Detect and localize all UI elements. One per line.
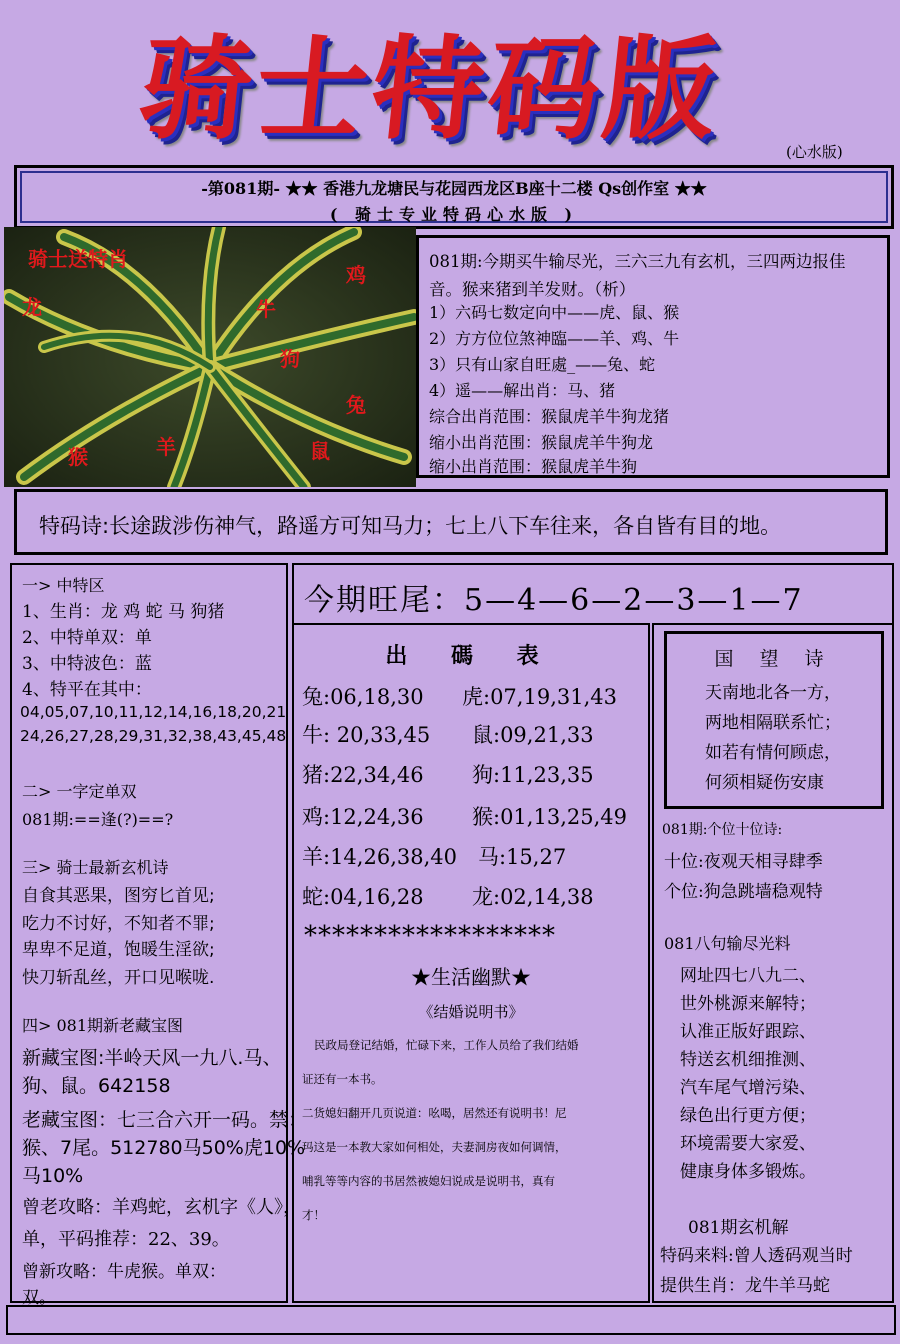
header-line-2: ( 骑士专业特码心水版 ) bbox=[329, 205, 579, 224]
guowang-line: 天南地北各一方， bbox=[705, 683, 841, 703]
strategy-line: 双。 bbox=[22, 1288, 56, 1308]
treasure-line: 猴、7尾。512780马50%虎10% bbox=[22, 1137, 306, 1159]
eight-line: 汽车尾气增污染、 bbox=[680, 1078, 816, 1098]
plant-label-dog: 狗 bbox=[280, 347, 300, 371]
story-title: 《结婚说明书》 bbox=[418, 1003, 524, 1021]
analysis-line: 2）方方位位煞神臨——羊、鸡、牛 bbox=[429, 329, 680, 348]
guowang-title: 国 望 诗 bbox=[714, 648, 834, 670]
analysis-line: 3）只有山家自旺處_——兔、蛇 bbox=[429, 355, 656, 374]
analysis-line: 缩小出肖范围：猴鼠虎羊牛狗 bbox=[429, 457, 638, 476]
analysis-box bbox=[416, 235, 890, 478]
section-1-item: 2、中特单双：单 bbox=[22, 628, 152, 648]
special-numbers-1: 04,05,07,10,11,12,14,16,18,20,21 bbox=[20, 703, 287, 721]
eight-line: 世外桃源来解特； bbox=[680, 994, 816, 1014]
section-1-item: 3、中特波色：蓝 bbox=[22, 654, 152, 674]
plant-label-monkey: 猴 bbox=[68, 445, 88, 469]
treasure-line: 新藏宝图:半岭天风一九八.马、 bbox=[22, 1047, 282, 1069]
number-table bbox=[292, 623, 650, 1303]
plant-image bbox=[4, 227, 416, 487]
section-1-item: 4、特平在其中： bbox=[22, 680, 152, 700]
guowang-line: 两地相隔联系忙； bbox=[705, 713, 841, 733]
zodiac-row: 鸡:12,24,36 bbox=[302, 805, 424, 829]
zodiac-row: 狗:11,23,35 bbox=[472, 763, 594, 787]
eight-line: 绿色出行更方便； bbox=[680, 1106, 816, 1126]
section-1-item: 1、生肖：龙 鸡 蛇 马 狗猪 bbox=[22, 602, 225, 622]
treasure-line: 老藏宝图：七三合六开一码。禁： bbox=[22, 1109, 308, 1131]
page-title: 骑士特码版 bbox=[133, 25, 727, 155]
bottom-bar bbox=[6, 1305, 896, 1335]
story-line: 证还有一本书。 bbox=[302, 1072, 383, 1086]
strategy-line: 曾新攻略：牛虎猴。单双： bbox=[22, 1262, 226, 1282]
lucky-tail-text: 今期旺尾：5—4—6—2—3—1—7 bbox=[304, 583, 804, 618]
section-4-title: 四> 081期新老藏宝图 bbox=[22, 1016, 184, 1035]
strategy-line: 单，平码推荐：22、39。 bbox=[22, 1229, 230, 1250]
zodiac-row: 猪:22,34,46 bbox=[302, 763, 424, 787]
story-line: 哺乳等等内容的书居然被媳妇说成是说明书，真有 bbox=[302, 1174, 555, 1188]
analysis-line: 缩小出肖范围：猴鼠虎羊牛狗龙 bbox=[429, 433, 654, 452]
eight-line: 网址四七八九二、 bbox=[680, 966, 816, 986]
zodiac-row: 牛: 20,33,45 bbox=[302, 723, 431, 747]
story-line: 才！ bbox=[302, 1208, 325, 1222]
edition-label: (心水版) bbox=[786, 143, 843, 161]
plant-label-goat: 羊 bbox=[156, 435, 176, 459]
lucky-tail-box bbox=[292, 563, 894, 623]
zodiac-row: 蛇:04,16,28 bbox=[302, 885, 424, 909]
header-line-1: -第081期- ★★ 香港九龙塘民与花园西龙区B座十二楼 Qs创作室 ★★ bbox=[201, 179, 707, 198]
riddle-line: 吃力不讨好，不知者不罪; bbox=[22, 914, 215, 934]
plant-label-dragon: 龙 bbox=[22, 295, 42, 319]
section-2-text: 081期:==逢(?)==? bbox=[22, 810, 174, 829]
eight-lines-title: 081八句输尽光料 bbox=[664, 934, 791, 953]
digit-poem-title: 081期:个位十位诗: bbox=[662, 822, 783, 838]
digit-poem-line: 十位:夜观天相寻肆季 bbox=[664, 852, 823, 872]
number-table-title: 出 碼 表 bbox=[385, 643, 557, 669]
analysis-line: 综合出肖范围：猴鼠虎羊牛狗龙猪 bbox=[429, 407, 670, 426]
stars-divider: ****************** bbox=[304, 921, 556, 951]
zodiac-row: 猴:01,13,25,49 bbox=[472, 805, 627, 829]
riddle-line: 自食其恶果，图穷匕首见; bbox=[22, 886, 215, 906]
plant-label-ox: 牛 bbox=[256, 297, 276, 321]
eight-line: 环境需要大家爱、 bbox=[680, 1134, 816, 1154]
story-line: 民政局登记结婚，忙碌下来，工作人员给了我们结婚 bbox=[314, 1038, 579, 1052]
story-line: 二货媳妇翻开几页说道：吆喝，居然还有说明书！尼 bbox=[302, 1106, 567, 1120]
xuanji-line: 提供生肖：龙牛羊马蛇 bbox=[660, 1276, 830, 1296]
treasure-line: 马10% bbox=[22, 1165, 84, 1187]
treasure-line: 狗、鼠。642158 bbox=[22, 1075, 171, 1097]
riddle-line: 卑卑不足道，饱暖生淫欲; bbox=[22, 940, 215, 960]
zodiac-row: 鼠:09,21,33 bbox=[472, 723, 594, 747]
strategy-line: 曾老攻略：羊鸡蛇，玄机字《人》， bbox=[22, 1197, 301, 1218]
xuanji-line: 特码来料:曾人透码观当时 bbox=[660, 1246, 853, 1266]
zodiac-row: 马:15,27 bbox=[478, 845, 567, 869]
digit-poem-line: 个位:狗急跳墙稳观特 bbox=[664, 882, 823, 902]
zodiac-row: 兔:06,18,30 bbox=[302, 685, 424, 709]
guowang-poem-box bbox=[664, 631, 884, 809]
poem-text: 特码诗:长途跋涉伤神气，路遥方可知马力；七上八下车往来，各自皆有目的地。 bbox=[39, 514, 782, 538]
xuanji-title: 081期玄机解 bbox=[688, 1218, 789, 1238]
plant-label-rooster: 鸡 bbox=[346, 263, 366, 287]
left-column bbox=[10, 563, 308, 1308]
zodiac-row: 羊:14,26,38,40 bbox=[302, 845, 457, 869]
section-2-title: 二> 一字定单双 bbox=[22, 782, 137, 801]
story-line: 玛这是一本教大家如何相处，夫妻洞房夜如何调情， bbox=[302, 1140, 567, 1154]
guowang-line: 如若有情何顾虑， bbox=[705, 743, 841, 763]
humor-title: ★生活幽默★ bbox=[411, 965, 531, 989]
section-1-title: 一> 中特区 bbox=[22, 576, 105, 595]
header-banner bbox=[14, 165, 894, 229]
right-column bbox=[652, 623, 894, 1303]
poem-box bbox=[14, 489, 888, 555]
section-3-title: 三> 骑士最新玄机诗 bbox=[22, 858, 169, 877]
zodiac-row: 虎:07,19,31,43 bbox=[462, 685, 617, 709]
eight-line: 特送玄机细推测、 bbox=[680, 1050, 816, 1070]
plant-label-rat: 鼠 bbox=[310, 439, 330, 463]
analysis-line: 1）六码七数定向中——虎、鼠、猴 bbox=[429, 303, 680, 322]
plant-caption: 骑士送特肖 bbox=[28, 247, 128, 271]
analysis-line: 音。猴来猪到羊发财。（析） bbox=[429, 280, 636, 299]
zodiac-row: 龙:02,14,38 bbox=[472, 885, 594, 909]
guowang-line: 何须相疑伤安康 bbox=[705, 773, 824, 793]
analysis-line: 4）遥——解出肖：马、猪 bbox=[429, 381, 616, 400]
eight-line: 认准正版好跟踪、 bbox=[680, 1022, 816, 1042]
plant-label-rabbit: 兔 bbox=[346, 393, 366, 417]
riddle-line: 快刀斩乱丝，开口见喉咙. bbox=[22, 968, 215, 988]
special-numbers-2: 24,26,27,28,29,31,32,38,43,45,48 bbox=[20, 727, 287, 745]
eight-line: 健康身体多锻炼。 bbox=[680, 1162, 816, 1182]
analysis-line: 081期:今期买牛输尽光，三六三九有玄机，三四两边报佳 bbox=[429, 252, 846, 271]
